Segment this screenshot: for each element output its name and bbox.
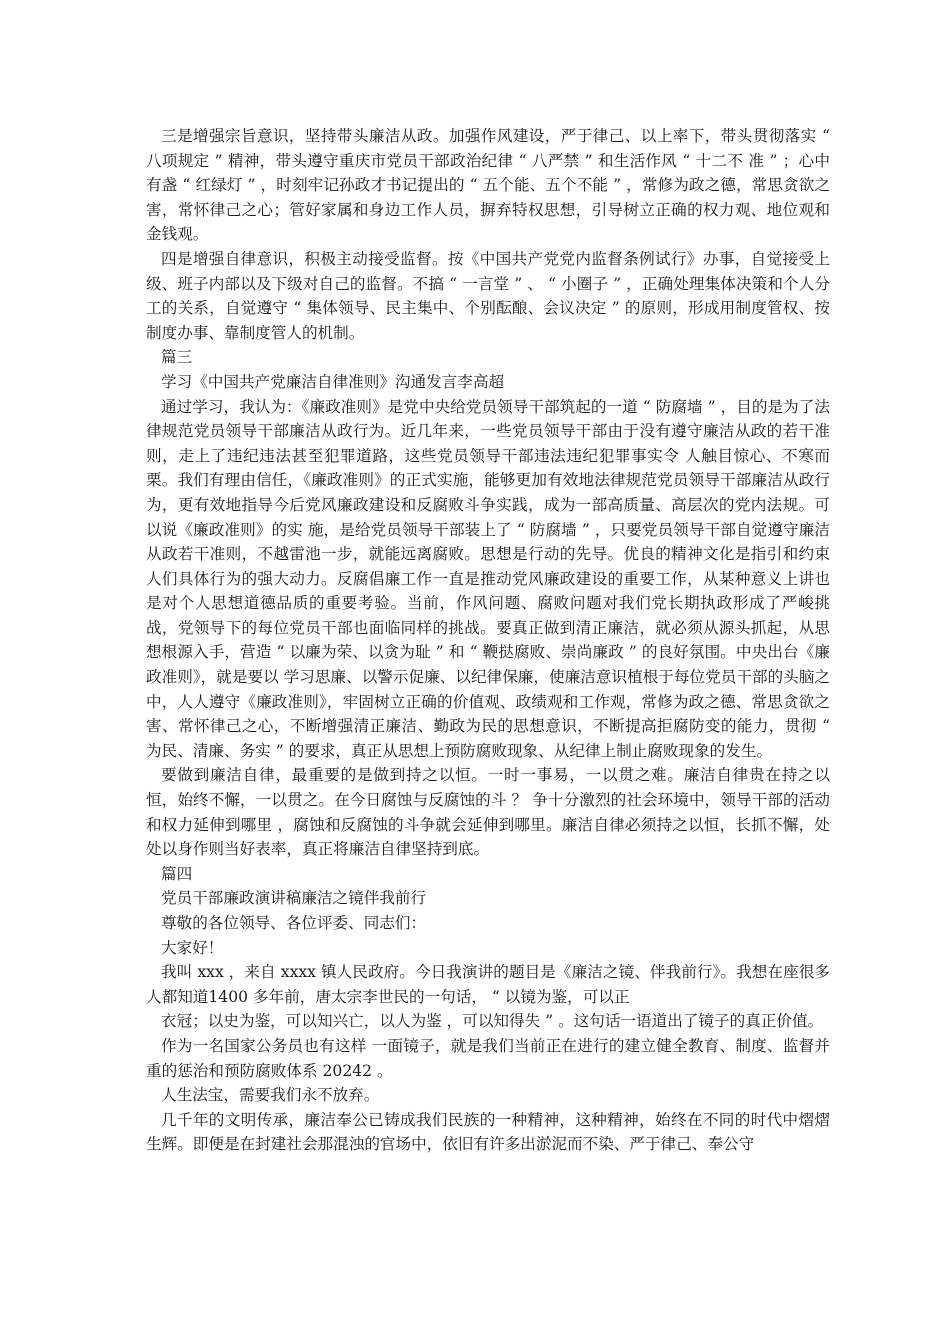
paragraph-body: 衣冠；以史为鉴，可以知兴亡，以人为鉴 ，可以知得失 ” 。这句话一语道出了镜子的真正价值。	[161, 1012, 824, 1031]
paragraph-point-three: 三是增强宗旨意识，坚持带头廉洁从政。加强作风建设，严于律己、以上率下，带头贯彻落实 “ 八项规定 ” 精神，带头遵守重庆市党员干部政治纪律 “ 八严禁 ” 和生活作风 “ 十二不 准 ” ；心中有盏 “ 红绿灯 ” ，时刻牢记孙政才书记提出的 “ 五个能、五个不能 ” ，常修为政之德，常思贪欲之害，常怀律己之心；管好家属和身边工作人员，摒弃特权思想，引导树立正确的权力观、地位观和金钱观。	[146, 127, 830, 244]
paragraph-body: 通过学习，我认为：《廉政准则》是党中央给党员领导干部筑起的一道 “ 防腐墙 ” ，目的是为了法律规范党员领导干部廉洁从政行为。近几年来，一些党员领导干部由于没有遵守廉洁从政的若干准则，走上了违纪违法甚至犯罪道路，这些党员领导干部违法违纪犯罪事实令 人触目惊心、不寒而栗。我们有理由信任，《廉政准则》的正式实施，能够更加有效地法律规范党员领导干部廉洁从政行为，更有效地指导今后党风廉政建设和反腐败斗争实践，成为一部高质量、高层次的党内法规。可以说《廉政准则》的实 施，是给党员领导干部装上了 “ 防腐墙 ” ，只要党员领导干部自觉遵守廉洁从政若干准则，不越雷池一步，就能远离腐败。思想是行动的先导。优良的精神文化是指引和约束人们具体行为的强大动力。反腐倡廉工作一直是推动党风廉政建设的重要工作，从某种意义上讲也是对个人思想道德品质的重要考验。当前，作风问题、腐败问题对我们党长期执政形成了严峻挑战，党领导下的每位党员干部也面临同样的挑战。要真正做到清正廉洁，就必须从源头抓起，从思想根源入手，营造 “ 以廉为荣、以贪为耻 ” 和 “ 鞭挞腐败、崇尚廉政 ” 的良好氛围。中央出台《廉政准则》，就是要以 学习思廉、以警示促廉、以纪律保廉，使廉洁意识植根于每位党员干部的头脑之中，人人遵守《廉政准则》，牢固树立正确的价值观、政绩观和工作观，常修为政之德、常思贪欲之害、常怀律己之心，不断增强清正廉洁、勤政为民的思想意识，不断提高拒腐防变的能力，贯彻 “ 为民、清廉、务实 ” 的要求，真正从思想上预防腐败现象、从纪律上制止腐败现象的发生。	[146, 397, 830, 760]
section-title-part-three: 学习《中国共产党廉洁自律准则》沟通发言李高超	[161, 372, 505, 391]
greeting: 大家好！	[161, 938, 224, 957]
section-title-part-four: 党员干部廉政演讲稿廉洁之镜伴我前行	[161, 889, 427, 908]
paragraph-body: 要做到廉洁自律，最重要的是做到持之以恒。一时一事易，一以贯之难。廉洁自律贵在持之以恒，始终不懈，一以贯之。在今日腐蚀与反腐蚀的斗 ？ 争十分激烈的社会环境中，领导干部的活动和权力延伸到哪里 ，腐蚀和反腐蚀的斗争就会延伸到哪里。廉洁自律必须持之以恒，长抓不懈，处处以身作则当好表率，真正将廉洁自律坚持到底。	[146, 766, 830, 859]
salutation: 尊敬的各位领导、各位评委、同志们：	[161, 914, 427, 932]
paragraph-point-four: 四是增强自律意识，积极主动接受监督。按《中国共产党党内监督条例试行》办事，自觉接受上级、班子内部以及下级对自己的监督。不搞 “ 一言堂 ” 、 “ 小圈子 ” ，正确处理集体决策和个人分工的关系，自觉遵守 “ 集体领导、民主集中、个别酝酿、会议决定 ” 的原则，形成用制度管权、按制度办事、靠制度管人的机制。	[146, 249, 830, 342]
paragraph-body: 我叫 xxx ，来自 xxxx 镇人民政府。今日我演讲的题目是《廉洁之镜、伴我前行》。我想在座很多人都知道1400 多年前，唐太宗李世民的一句话， “ 以镜为鉴，可以正	[146, 963, 830, 1006]
section-heading-part-four: 篇四	[161, 864, 193, 883]
paragraph-body: 几千年的文明传承，廉洁奉公已铸成我们民族的一种精神，这种精神，始终在不同的时代中熠熠生辉。即便是在封建社会那混浊的官场中，依旧有许多出淤泥而不染、严于律己、奉公守	[146, 1110, 830, 1154]
section-heading-part-three: 篇三	[161, 348, 193, 367]
paragraph-body: 作为一名国家公务员也有这样 一面镜子，就是我们当前正在进行的建立健全教育、制度、监督并重的惩治和预防腐败体系 20242 。	[146, 1036, 830, 1080]
paragraph-short: 人生法宝，需要我们永不放弃。	[161, 1086, 380, 1105]
